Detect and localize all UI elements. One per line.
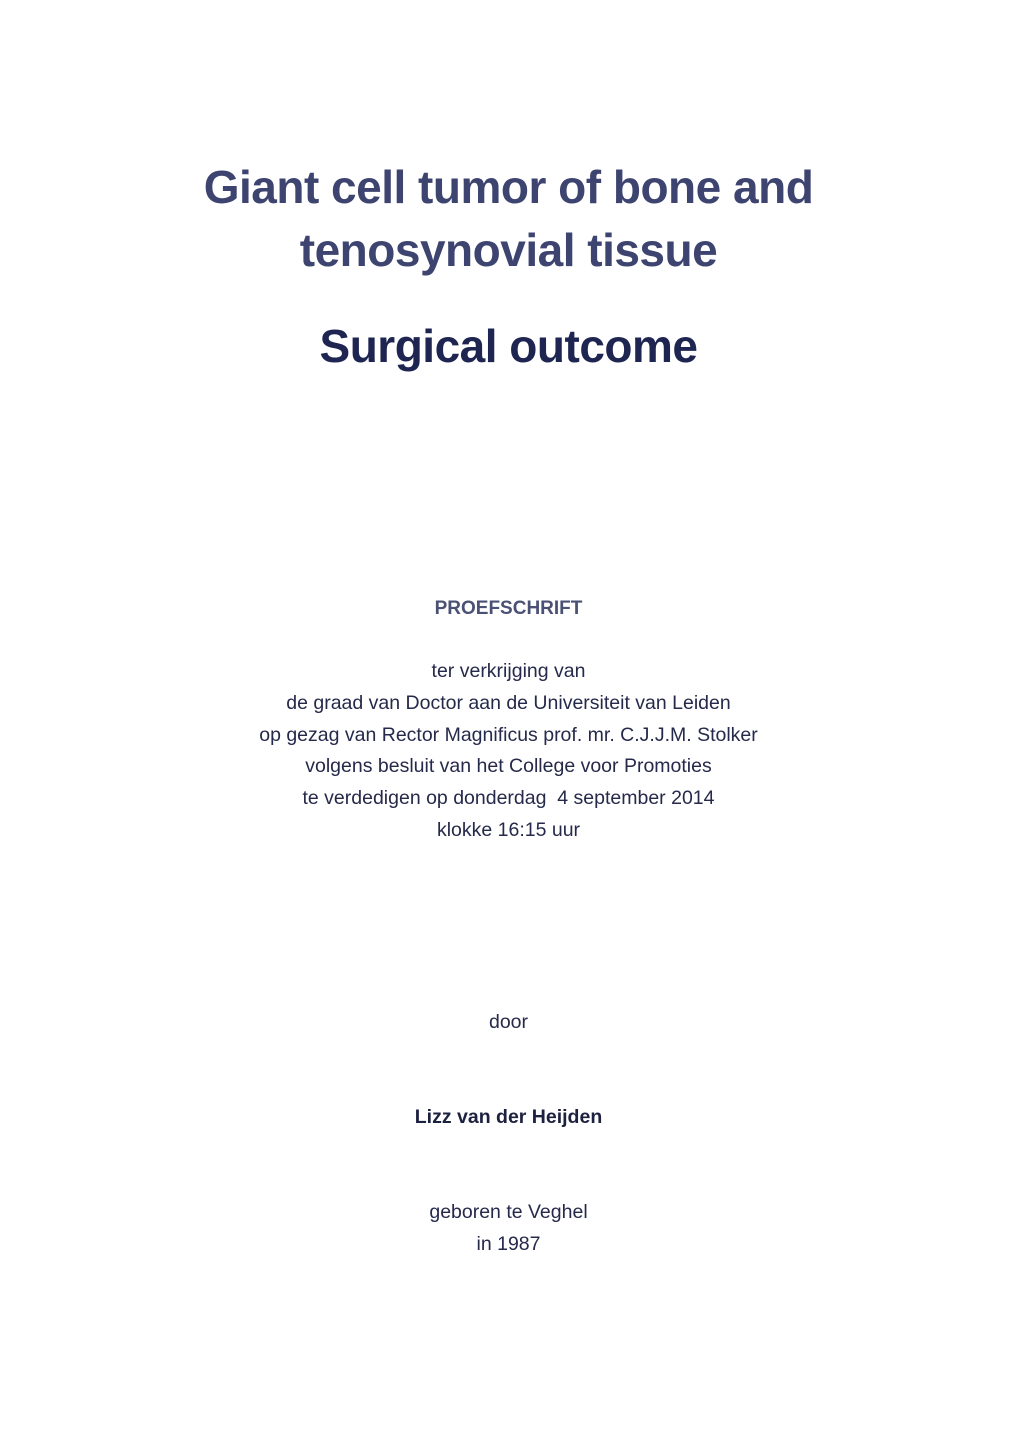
statement-line: volgens besluit van het College voor Promoties [305,755,712,778]
statement-line: ter verkrijging van [431,660,586,682]
statement-line: klokke 16:15 uur [436,818,581,841]
proefschrift-statement [0,656,1017,847]
statement-line: op gezag van Rector Magnificus prof. mr. C.J.J.M. Stolker [259,723,758,746]
statement-line: te verdedigen op donderdag 4 september 2014 [302,787,715,810]
thesis-subtitle: Surgical outcome [319,320,698,372]
statement-line: de graad van Doctor aan de Universiteit van Leiden [286,691,731,714]
thesis-title-line-1: Giant cell tumor of bone and [203,161,814,213]
thesis-title-line-2: tenosynovial tissue [299,224,718,276]
author-name: Lizz van der Heijden [414,1106,603,1128]
birth-year: in 1987 [476,1233,541,1255]
door-text: door [488,1011,529,1033]
proefschrift-heading: PROEFSCHRIFT [434,598,583,619]
birth-place: geboren te Veghel [429,1201,588,1223]
